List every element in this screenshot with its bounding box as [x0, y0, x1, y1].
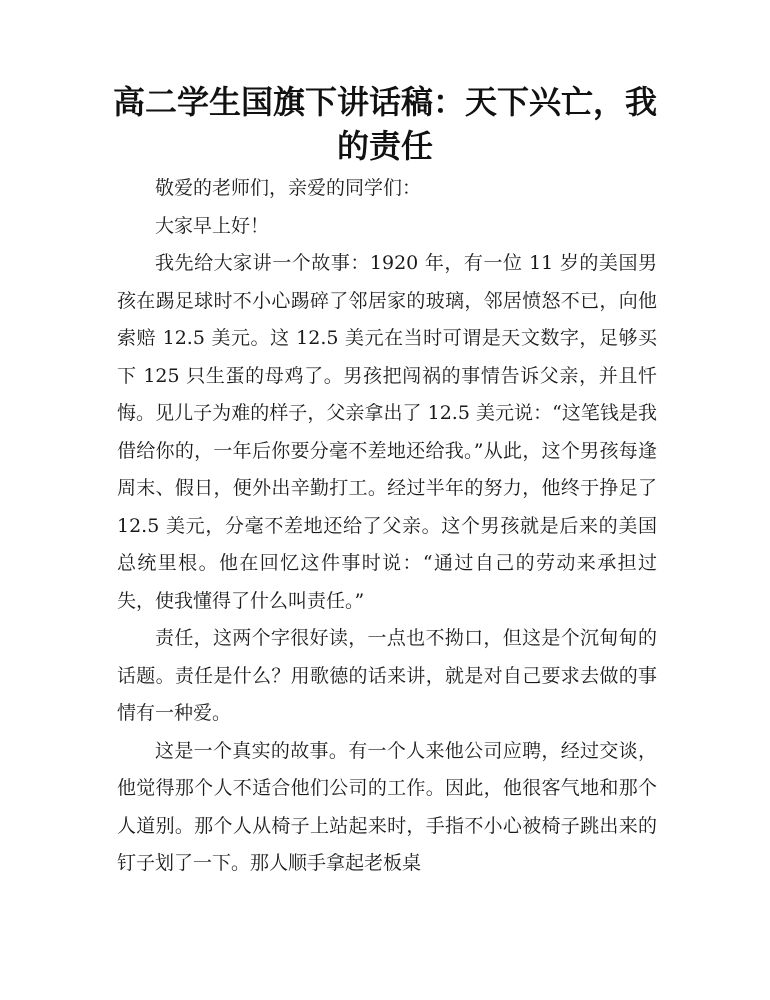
paragraph-reagan-story: 我先给大家讲一个故事：1920 年，有一位 11 岁的美国男孩在踢足球时不小心踢碎了邻居家的玻璃，邻居愤怒不已，向他索赔 12.5 美元。这 12.5 美元在当时可谓是天文数字，足够买下 125 只生蛋的母鸡了。男孩把闯祸的事情告诉父亲，并且忏悔。见儿子为难的样子，父亲拿出了 12.5 美元说：“这笔钱是我借给你的，一年后你要分毫不差地还给我。”从此，这个男孩每逢周末、假日，便外出辛勤打工。经过半年的努力，他终于挣足了 12.5 美元，分毫不差地还给了父亲。这个男孩就是后来的美国总统里根。他在回忆这件事时说：“通过自己的劳动来承担过失，使我懂得了什么叫责任。” [117, 252, 657, 612]
paragraph-responsibility: 责任，这两个字很好读，一点也不拗口，但这是个沉甸甸的话题。责任是什么？用歌德的话来讲，就是对自己要求去做的事情有一种爱。 [117, 627, 657, 724]
paragraph-greeting: 敬爱的老师们，亲爱的同学们： [155, 177, 422, 199]
paragraph-morning: 大家早上好！ [155, 214, 270, 237]
document-body [117, 170, 657, 883]
document-title: 高二学生国旗下讲话稿：天下兴亡，我的责任 [112, 83, 657, 165]
paragraph-true-story: 这是一个真实的故事。有一个人来他公司应聘，经过交谈，他觉得那个人不适合他们公司的工作。因此，他很客气地和那个人道别。那个人从椅子上站起来时，手指不小心被椅子跳出来的钉子划了一下。那人顺手拿起老板桌 [117, 739, 657, 874]
